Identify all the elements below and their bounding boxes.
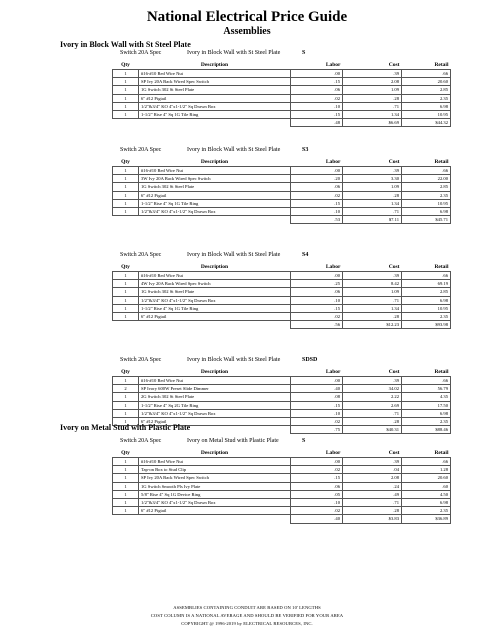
total-retail: $93.98: [402, 321, 451, 329]
spec-name: Switch 20A Spec: [120, 252, 162, 258]
cell-labor: .08: [291, 393, 343, 401]
cell-description: 1G Switch 302 St Steel Plate: [139, 86, 291, 94]
cell-description: 1/2"&3/4" KO 4"x1-1/2" Sq Drawn Box: [139, 296, 291, 304]
cell-retail: 6.98: [402, 102, 451, 110]
footer-note-cost: COST COLUMN IS A NATIONAL AVERAGE AND SHOULD BE VERIFIED FOR YOUR AREA: [150, 613, 344, 618]
cell-cost: .28: [343, 313, 402, 321]
table-row: [113, 208, 451, 216]
cell-retail: 20.60: [402, 78, 451, 86]
spec-description: Ivory in Block Wall with St Steel Plate: [187, 252, 281, 258]
header-row: [113, 157, 451, 167]
cell-qty: 1: [113, 94, 139, 102]
cell-retail: 17.50: [402, 401, 451, 409]
cell-labor: .15: [291, 474, 343, 482]
column-header-labor: Labor: [325, 449, 341, 456]
cell-qty: 1: [113, 490, 139, 498]
cell-cost: .28: [343, 191, 402, 199]
table-header: [113, 157, 451, 167]
spec-name: Switch 20A Spec: [120, 357, 162, 363]
cell-qty: 1: [113, 111, 139, 119]
spec-code: S4: [302, 252, 309, 258]
cell-cost: .24: [343, 482, 402, 490]
table-row: [113, 191, 451, 199]
cell-cost: .71: [343, 409, 402, 417]
table-row: [113, 199, 451, 207]
spec-description: Ivory on Metal Stud with Plastic Plate: [187, 438, 279, 444]
cell-retail: 6.98: [402, 296, 451, 304]
column-header-cost: Cost: [388, 449, 400, 456]
column-header-retail: Retail: [434, 368, 449, 375]
assembly-block: [112, 145, 449, 224]
total-blank: [113, 119, 139, 127]
spec-name: Switch 20A Spec: [120, 147, 162, 153]
cell-retail: .66: [402, 377, 451, 385]
cell-qty: 1: [113, 499, 139, 507]
column-header-description: Description: [200, 61, 229, 68]
cell-description: 6" #12 Pigtail: [139, 507, 291, 515]
cell-qty: 1: [113, 418, 139, 426]
table-row: [113, 409, 451, 417]
cell-retail: 22.00: [402, 175, 451, 183]
cell-description: Tap-on Box to Stud Clip: [139, 466, 291, 474]
cell-cost: .28: [343, 507, 402, 515]
total-blank: [113, 321, 139, 329]
table-row: [113, 183, 451, 191]
table-row: [113, 385, 451, 393]
table-row: [113, 86, 451, 94]
cell-cost: .39: [343, 377, 402, 385]
cell-cost: .28: [343, 94, 402, 102]
header-row: [113, 448, 451, 458]
total-row: [113, 321, 451, 329]
cell-description: 1-1/2" Rise 4" Sq 1G Tile Ring: [139, 304, 291, 312]
table-row: [113, 280, 451, 288]
total-blank: [139, 515, 291, 523]
column-header-cost: Cost: [388, 158, 400, 165]
cell-cost: .28: [343, 418, 402, 426]
cell-description: 1/2"&3/4" KO 4"x1-1/2" Sq Drawn Box: [139, 208, 291, 216]
table-row: [113, 288, 451, 296]
page-title: National Electrical Price Guide: [146, 9, 348, 25]
cell-description: 1/2"&3/4" KO 4"x1-1/2" Sq Drawn Box: [139, 102, 291, 110]
cell-labor: .02: [291, 313, 343, 321]
table-row: [113, 111, 451, 119]
cell-retail: 4.50: [402, 490, 451, 498]
cell-description: #16-#10 Red Wire Nut: [139, 167, 291, 175]
cell-retail: 2.35: [402, 507, 451, 515]
cell-description: 6" #12 Pigtail: [139, 418, 291, 426]
total-blank: [139, 321, 291, 329]
cell-labor: .10: [291, 499, 343, 507]
total-row: [113, 119, 451, 127]
spec-description: Ivory in Block Wall with St Steel Plate: [187, 147, 281, 153]
header-row: [113, 60, 451, 70]
cell-cost: .49: [343, 490, 402, 498]
total-retail: $36.89: [402, 515, 451, 523]
cell-cost: 34.02: [343, 385, 402, 393]
cell-labor: .10: [291, 296, 343, 304]
cell-retail: 2.35: [402, 94, 451, 102]
header-row: [113, 367, 451, 377]
column-header-qty: Qty: [121, 368, 130, 375]
column-header-description: Description: [200, 158, 229, 165]
cell-labor: .02: [291, 418, 343, 426]
total-cost: $12.23: [343, 321, 402, 329]
cell-qty: 1: [113, 191, 139, 199]
cell-labor: .15: [291, 78, 343, 86]
cell-qty: 1: [113, 280, 139, 288]
column-header-description: Description: [200, 449, 229, 456]
group-title: Ivory in Block Wall with St Steel Plate: [60, 40, 191, 49]
cell-description: #16-#10 Red Wire Nut: [139, 272, 291, 280]
cell-cost: 2.22: [343, 393, 402, 401]
table-row: [113, 401, 451, 409]
table-row: [113, 377, 451, 385]
cell-qty: 1: [113, 272, 139, 280]
cell-cost: 1.09: [343, 183, 402, 191]
cell-cost: .39: [343, 167, 402, 175]
cell-qty: 1: [113, 466, 139, 474]
table-row: [113, 94, 451, 102]
column-header-description: Description: [200, 263, 229, 270]
cell-retail: .66: [402, 167, 451, 175]
cell-labor: .15: [291, 111, 343, 119]
spec-name: Switch 20A Spec: [120, 438, 162, 444]
cell-qty: 1: [113, 86, 139, 94]
table-row: [113, 458, 451, 466]
group-title: Ivory on Metal Stud with Plastic Plate: [60, 423, 191, 432]
cell-cost: 3.30: [343, 175, 402, 183]
cell-qty: 1: [113, 304, 139, 312]
cell-description: 6" #12 Pigtail: [139, 94, 291, 102]
assembly-table: [112, 157, 451, 224]
total-blank: [139, 119, 291, 127]
assembly-block: [112, 250, 449, 329]
table-row: [113, 304, 451, 312]
cell-cost: .39: [343, 458, 402, 466]
cell-labor: .00: [291, 458, 343, 466]
cell-retail: 2.85: [402, 183, 451, 191]
cell-retail: 2.35: [402, 313, 451, 321]
cell-description: 5/8" Rise 4" Sq 1G Device Ring: [139, 490, 291, 498]
cell-cost: .71: [343, 499, 402, 507]
total-blank: [113, 216, 139, 224]
cell-cost: 1.34: [343, 304, 402, 312]
cell-qty: 1: [113, 474, 139, 482]
cell-cost: 2.08: [343, 78, 402, 86]
spec-description: Ivory in Block Wall with St Steel Plate: [187, 357, 281, 363]
cell-qty: 1: [113, 102, 139, 110]
column-header-retail: Retail: [434, 263, 449, 270]
total-retail: $88.46: [402, 426, 451, 434]
table-row: [113, 507, 451, 515]
cell-labor: .00: [291, 272, 343, 280]
table-body: [113, 167, 451, 224]
column-header-cost: Cost: [388, 61, 400, 68]
assembly-spec-line: [112, 250, 442, 262]
total-labor: .53: [291, 216, 343, 224]
cell-qty: 1: [113, 78, 139, 86]
cell-cost: .71: [343, 208, 402, 216]
assembly-spec-line: [112, 48, 442, 60]
table-row: [113, 102, 451, 110]
cell-retail: 2.85: [402, 288, 451, 296]
total-labor: .56: [291, 321, 343, 329]
cell-retail: 10.95: [402, 111, 451, 119]
cell-retail: .66: [402, 272, 451, 280]
total-blank: [139, 216, 291, 224]
cell-qty: 1: [113, 409, 139, 417]
assembly-spec-line: [112, 355, 442, 367]
table-header: [113, 60, 451, 70]
column-header-labor: Labor: [325, 158, 341, 165]
cell-retail: 4.35: [402, 393, 451, 401]
cell-cost: 8.42: [343, 280, 402, 288]
cell-labor: .06: [291, 183, 343, 191]
cell-retail: .66: [402, 70, 451, 78]
cell-description: 1G Switch 302 St Steel Plate: [139, 183, 291, 191]
cell-retail: 2.35: [402, 418, 451, 426]
cell-cost: 1.09: [343, 288, 402, 296]
column-header-qty: Qty: [121, 158, 130, 165]
cell-description: SP Ivory 600W Preset Slide Dimmer: [139, 385, 291, 393]
cell-retail: .60: [402, 482, 451, 490]
spec-code: S: [302, 50, 306, 56]
column-header-cost: Cost: [388, 263, 400, 270]
cell-description: 4W Ivy 20A Back Wired Spec Switch: [139, 280, 291, 288]
table-body: [113, 272, 451, 329]
cell-labor: .20: [291, 175, 343, 183]
table-header: [113, 448, 451, 458]
cell-labor: .15: [291, 199, 343, 207]
table-header: [113, 367, 451, 377]
cell-retail: 20.60: [402, 474, 451, 482]
spec-code: S3: [302, 147, 309, 153]
cell-labor: .02: [291, 466, 343, 474]
cell-labor: .15: [291, 304, 343, 312]
cell-cost: 2.69: [343, 401, 402, 409]
cell-description: #16-#10 Red Wire Nut: [139, 70, 291, 78]
table-row: [113, 272, 451, 280]
cell-qty: 2: [113, 385, 139, 393]
cell-labor: .02: [291, 507, 343, 515]
cell-cost: 2.08: [343, 474, 402, 482]
table-row: [113, 393, 451, 401]
cell-labor: .10: [291, 409, 343, 417]
cell-qty: 1: [113, 401, 139, 409]
cell-description: 6" #12 Pigtail: [139, 191, 291, 199]
cell-retail: 56.79: [402, 385, 451, 393]
cell-description: 1G Switch 302 St Steel Plate: [139, 288, 291, 296]
table-body: [113, 70, 451, 127]
cell-retail: 6.98: [402, 208, 451, 216]
cell-qty: 1: [113, 377, 139, 385]
spec-name: Switch 20A Spec: [120, 50, 162, 56]
total-labor: .40: [291, 515, 343, 523]
cell-qty: 1: [113, 175, 139, 183]
cell-description: SP Ivy 20A Back Wired Spec Switch: [139, 474, 291, 482]
table-row: [113, 70, 451, 78]
column-header-labor: Labor: [325, 263, 341, 270]
column-header-retail: Retail: [434, 158, 449, 165]
cell-qty: 1: [113, 507, 139, 515]
total-cost: $40.31: [343, 426, 402, 434]
cell-description: 3W Ivy 20A Back Wired Spec Switch: [139, 175, 291, 183]
total-row: [113, 515, 451, 523]
footer-note-conduit: ASSEMBLIES CONTAINING CONDUIT ARE BASED ON 10' LENGTHS: [173, 605, 321, 610]
cell-retail: 1.28: [402, 466, 451, 474]
column-header-qty: Qty: [121, 61, 130, 68]
cell-qty: 1: [113, 288, 139, 296]
cell-qty: 1: [113, 393, 139, 401]
cell-cost: .04: [343, 466, 402, 474]
cell-labor: .02: [291, 94, 343, 102]
cell-retail: 10.95: [402, 304, 451, 312]
cell-labor: .25: [291, 280, 343, 288]
footer-copyright: COPYRIGHT @ 1996-2019 by ELECTRICAL RESOURCES, INC.: [181, 621, 313, 626]
cell-retail: 2.85: [402, 86, 451, 94]
assembly-table: [112, 448, 451, 524]
cell-retail: 6.98: [402, 409, 451, 417]
spec-code: S: [302, 438, 306, 444]
cell-labor: .40: [291, 385, 343, 393]
column-header-cost: Cost: [388, 368, 400, 375]
cell-cost: 1.09: [343, 86, 402, 94]
cell-qty: 1: [113, 296, 139, 304]
cell-description: 2G Switch 302 St Steel Plate: [139, 393, 291, 401]
cell-description: 6" #12 Pigtail: [139, 313, 291, 321]
cell-retail: 2.35: [402, 191, 451, 199]
column-header-labor: Labor: [325, 61, 341, 68]
cell-qty: 1: [113, 482, 139, 490]
cell-qty: 1: [113, 208, 139, 216]
total-labor: .48: [291, 119, 343, 127]
spec-code: SDSD: [302, 357, 318, 363]
total-retail: $45.71: [402, 216, 451, 224]
cell-description: 1G Switch Smooth Pls Ivy Plate: [139, 482, 291, 490]
column-header-qty: Qty: [121, 263, 130, 270]
table-row: [113, 313, 451, 321]
cell-description: 1-1/2" Rise 4" Sq 1G Tile Ring: [139, 199, 291, 207]
column-header-retail: Retail: [434, 61, 449, 68]
column-header-description: Description: [200, 368, 229, 375]
cell-labor: .06: [291, 288, 343, 296]
assembly-block: [112, 436, 449, 524]
cell-labor: .05: [291, 490, 343, 498]
cell-retail: 69.19: [402, 280, 451, 288]
cell-labor: .02: [291, 191, 343, 199]
cell-description: 1-1/2" Rise 4" Sq 2G Tile Ring: [139, 401, 291, 409]
cell-description: #16-#10 Red Wire Nut: [139, 377, 291, 385]
total-cost: $6.69: [343, 119, 402, 127]
table-row: [113, 490, 451, 498]
cell-labor: .00: [291, 377, 343, 385]
cell-qty: 1: [113, 313, 139, 321]
header-row: [113, 262, 451, 272]
column-header-retail: Retail: [434, 449, 449, 456]
table-row: [113, 499, 451, 507]
cell-cost: .71: [343, 296, 402, 304]
total-cost: $7.11: [343, 216, 402, 224]
table-row: [113, 296, 451, 304]
cell-labor: .10: [291, 208, 343, 216]
table-row: [113, 78, 451, 86]
page-subtitle: Assemblies: [223, 26, 271, 37]
cell-description: #16-#10 Red Wire Nut: [139, 458, 291, 466]
cell-retail: 6.98: [402, 499, 451, 507]
cell-labor: .10: [291, 102, 343, 110]
cell-labor: .15: [291, 401, 343, 409]
assembly-table: [112, 262, 451, 329]
table-row: [113, 466, 451, 474]
cell-cost: .71: [343, 102, 402, 110]
cell-description: 1/2"&3/4" KO 4"x1-1/2" Sq Drawn Box: [139, 499, 291, 507]
table-header: [113, 262, 451, 272]
cell-qty: 1: [113, 183, 139, 191]
cell-labor: .00: [291, 167, 343, 175]
assembly-spec-line: [112, 436, 442, 448]
cell-labor: .00: [291, 70, 343, 78]
total-retail: $44.32: [402, 119, 451, 127]
cell-qty: 1: [113, 167, 139, 175]
cell-qty: 1: [113, 199, 139, 207]
cell-description: 1-1/2" Rise 4" Sq 1G Tile Ring: [139, 111, 291, 119]
cell-description: SP Ivy 20A Back Wired Spec Switch: [139, 78, 291, 86]
cell-cost: .39: [343, 70, 402, 78]
total-labor: .75: [291, 426, 343, 434]
cell-labor: .06: [291, 86, 343, 94]
table-body: [113, 458, 451, 524]
cell-retail: .66: [402, 458, 451, 466]
assembly-spec-line: [112, 145, 442, 157]
column-header-qty: Qty: [121, 449, 130, 456]
cell-labor: .06: [291, 482, 343, 490]
table-row: [113, 482, 451, 490]
spec-description: Ivory in Block Wall with St Steel Plate: [187, 50, 281, 56]
cell-qty: 1: [113, 70, 139, 78]
cell-qty: 1: [113, 458, 139, 466]
assembly-table: [112, 60, 451, 127]
cell-retail: 10.95: [402, 199, 451, 207]
cell-cost: 1.34: [343, 111, 402, 119]
table-row: [113, 167, 451, 175]
cell-cost: .39: [343, 272, 402, 280]
table-row: [113, 175, 451, 183]
total-cost: $3.83: [343, 515, 402, 523]
cell-description: 1/2"&3/4" KO 4"x1-1/2" Sq Drawn Box: [139, 409, 291, 417]
table-row: [113, 474, 451, 482]
total-blank: [113, 515, 139, 523]
assembly-block: [112, 48, 449, 127]
cell-cost: 1.34: [343, 199, 402, 207]
column-header-labor: Labor: [325, 368, 341, 375]
total-row: [113, 216, 451, 224]
